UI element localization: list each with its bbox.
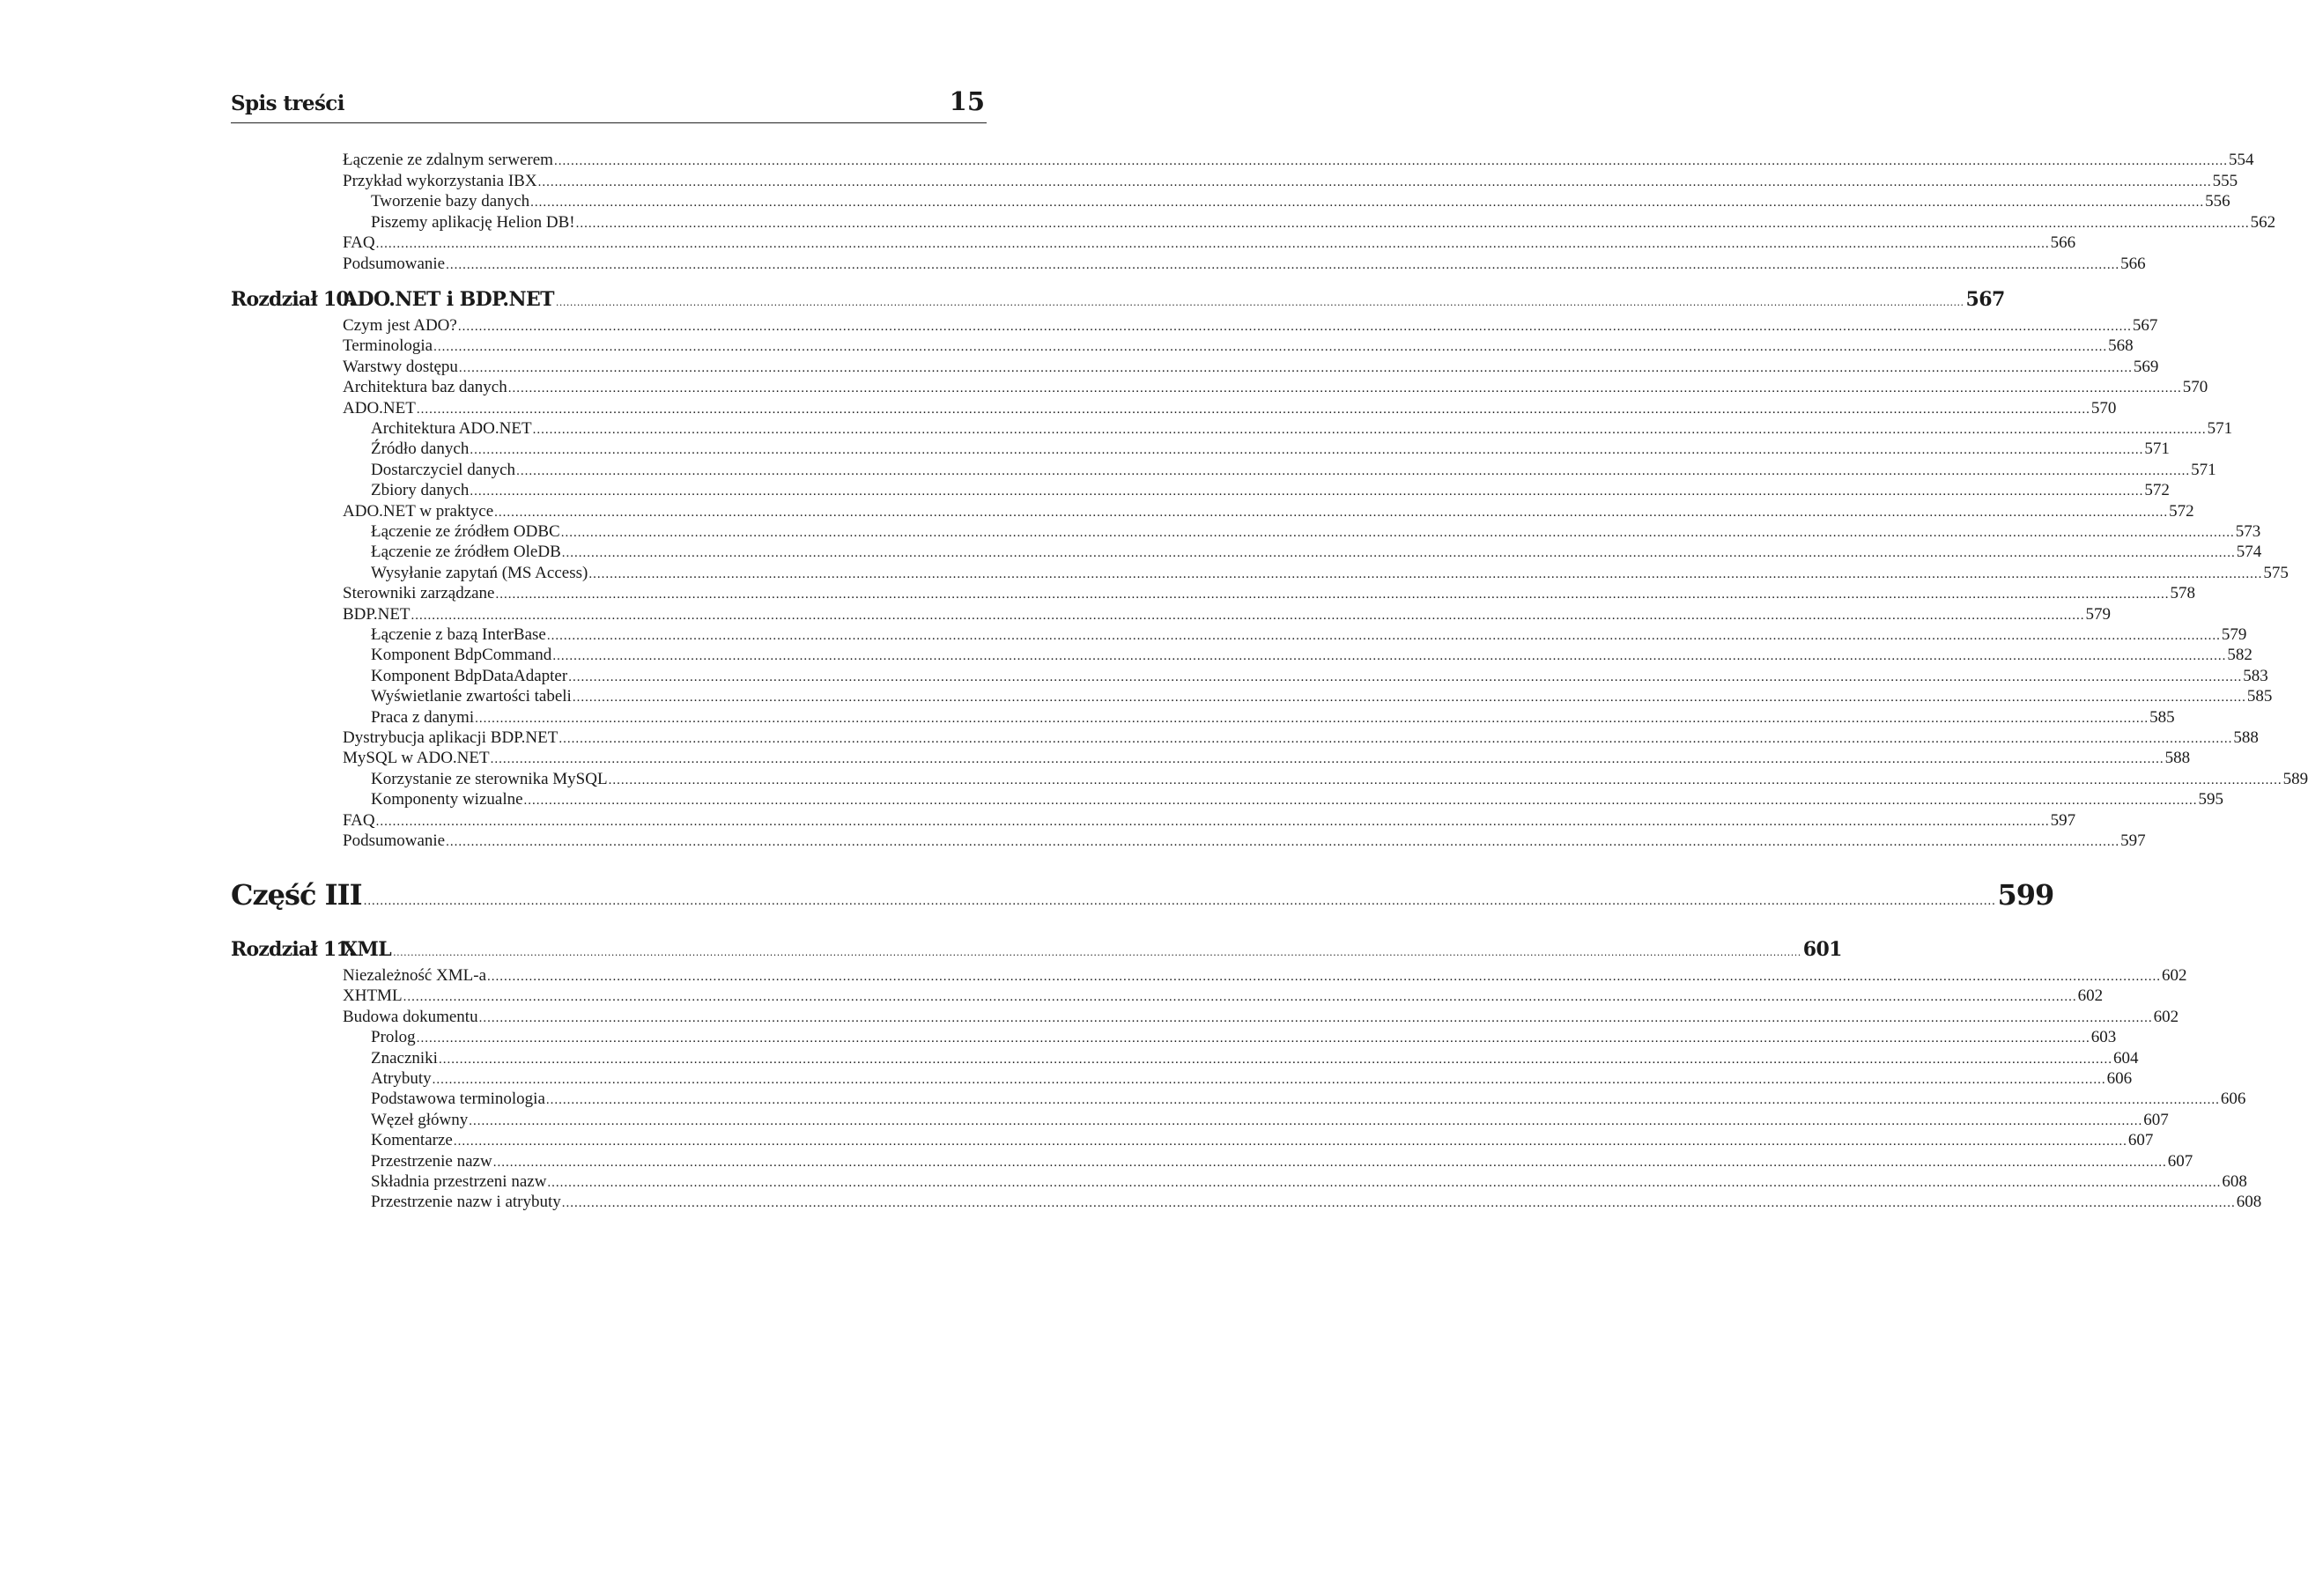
toc-entry-page: 579 <box>2085 604 2112 624</box>
chapter-10-entry <box>343 288 2005 314</box>
leader-dots: ................................................................................................................................................................................................................................................................................................................................................................................................................ <box>375 237 2050 251</box>
part-3-page: 599 <box>1997 878 2054 912</box>
leader-dots: ................................................................................................................................................................................................................................................................................................................................................................................................................ <box>530 196 2205 210</box>
toc-entry <box>371 563 2289 583</box>
part-3-entry <box>231 877 2054 920</box>
leader-dots: ................................................................................................................................................................................................................................................................................................................................................................................................................ <box>561 1196 2236 1211</box>
toc-entry-page: 567 <box>2132 316 2158 335</box>
toc-entry <box>343 315 2158 336</box>
toc-entry <box>371 1068 2133 1089</box>
toc-entry <box>343 831 2146 851</box>
leader-dots: ................................................................................................................................................................................................................................................................................................................................................................................................................ <box>469 1113 2143 1128</box>
toc-entry-page: 604 <box>2112 1048 2139 1068</box>
leader-dots: ................................................................................................................................................................................................................................................................................................................................................................................................................ <box>494 505 2169 520</box>
toc-entry <box>371 666 2268 686</box>
toc-entry-label: Komentarze <box>371 1131 453 1150</box>
toc-entry-label: FAQ <box>343 810 375 830</box>
toc-entry-label: BDP.NET <box>343 604 411 624</box>
toc-entry-page: 572 <box>2169 501 2194 521</box>
toc-entry <box>343 810 2076 831</box>
toc-entry <box>371 480 2170 500</box>
toc-entry-page: 571 <box>2144 440 2170 459</box>
toc-entry <box>371 542 2262 562</box>
toc-entry <box>371 1027 2117 1047</box>
toc-entry <box>371 686 2273 706</box>
toc-entry-label: Terminologia <box>343 336 433 356</box>
toc-entry <box>343 604 2112 624</box>
leader-dots: ................................................................................................................................................................................................................................................................................................................................................................................................................ <box>572 691 2246 706</box>
toc-entry <box>371 1151 2193 1171</box>
toc-entry-label: FAQ <box>343 233 375 252</box>
toc-entry-label: Architektura ADO.NET <box>371 419 532 438</box>
leader-dots: ................................................................................................................................................................................................................................................................................................................................................................................................................ <box>588 566 2263 581</box>
toc-entry-label: MySQL w ADO.NET <box>343 749 490 768</box>
toc-entry <box>371 191 2230 211</box>
toc-entry-label: Architektura baz danych <box>343 378 507 397</box>
toc-entry-label: Komponent BdpDataAdapter <box>371 666 568 685</box>
toc-entry-page: 607 <box>2127 1131 2154 1150</box>
leader-dots: ................................................................................................................................................................................................................................................................................................................................................................................................................ <box>411 608 2085 623</box>
chapter-10-page: 567 <box>1965 288 2005 311</box>
toc-entry-page: 562 <box>2250 212 2276 232</box>
toc-entry-label: Korzystanie ze sterownika MySQL <box>371 769 608 788</box>
toc-entry <box>371 1171 2247 1192</box>
toc-entry-page: 556 <box>2205 192 2230 211</box>
toc-entry <box>371 521 2261 542</box>
toc-entry-page: 570 <box>2090 398 2117 417</box>
leader-dots: ................................................................................................................................................................................................................................................................................................................................................................................................................ <box>507 381 2182 396</box>
toc-entry-page: 555 <box>2212 171 2238 190</box>
toc-entry <box>371 418 2233 439</box>
running-head-page-number: 15 <box>949 86 985 116</box>
toc-entry <box>343 1007 2179 1027</box>
toc-entry-label: Przestrzenie nazw <box>371 1151 492 1171</box>
toc-entry-page: 573 <box>2235 522 2261 541</box>
toc-entry-label: Łączenie z bazą InterBase <box>371 625 546 644</box>
leader-dots: ................................................................................................................................................................................................................................................................................................................................................................................................................ <box>375 814 2050 829</box>
toc-entry <box>343 336 2134 356</box>
toc-entry-page: 595 <box>2198 790 2224 809</box>
toc-entry-page: 585 <box>2246 687 2273 706</box>
toc-entry-page: 602 <box>2077 986 2104 1006</box>
toc-entry-label: Podsumowanie <box>343 254 446 273</box>
toc-entry-page: 575 <box>2263 563 2289 582</box>
toc-entry-label: Dostarczyciel danych <box>371 460 516 479</box>
leader-dots: ................................................................................................................................................................................................................................................................................................................................................................................................................ <box>403 990 2077 1005</box>
toc-entry-page: 607 <box>2167 1151 2193 1171</box>
toc-entry <box>343 501 2194 521</box>
leader-dots: ................................................................................................................................................................................................................................................................................................................................................................................................................ <box>492 1155 2167 1170</box>
toc-entry-label: Komponent BdpCommand <box>371 646 552 665</box>
toc-entry-page: 585 <box>2149 707 2175 727</box>
toc-entry-label: Warstwy dostępu <box>343 357 458 376</box>
leader-dots: ................................................................................................................................................................................................................................................................................................................................................................................................................ <box>446 835 2120 849</box>
leader-dots: ................................................................................................................................................................................................................................................................................................................................................................................................................ <box>575 216 2250 231</box>
toc-entry-label: Podsumowanie <box>343 831 446 850</box>
toc-entry <box>343 150 2254 170</box>
leader-dots: ................................................................................................................................................................................................................................................................................................................................................................................................................ <box>432 1073 2106 1087</box>
toc-entry-label: Piszemy aplikację Helion DB! <box>371 212 575 232</box>
toc-entry-page: 574 <box>2236 543 2262 562</box>
toc-entry <box>343 728 2259 748</box>
toc-entry-label: Łączenie ze źródłem ODBC <box>371 522 560 541</box>
leader-dots: ................................................................................................................................................................................................................................................................................................................................................................................................................ <box>608 772 2282 787</box>
toc-entry <box>343 377 2208 397</box>
toc-entry-label: ADO.NET <box>343 398 416 417</box>
leader-dots: ................................................................................................................................................................................................................................................................................................................................................................................................................ <box>393 947 1801 958</box>
toc-entry <box>371 1192 2262 1212</box>
toc-entry-label: Wyświetlanie zwartości tabeli <box>371 687 572 706</box>
toc-entry <box>343 965 2187 986</box>
toc-entry <box>371 707 2175 728</box>
toc-entry-page: 570 <box>2182 378 2208 397</box>
toc-entry <box>343 233 2076 253</box>
toc-entry-label: XHTML <box>343 986 403 1006</box>
toc-entry-label: Dystrybucja aplikacji BDP.NET <box>343 728 559 747</box>
toc-entry-label: Podstawowa terminologia <box>371 1090 545 1109</box>
leader-dots: ................................................................................................................................................................................................................................................................................................................................................................................................................ <box>433 340 2108 355</box>
toc-entry <box>343 748 2191 768</box>
toc-entry-page: 607 <box>2143 1110 2169 1129</box>
toc-entry-label: Czym jest ADO? <box>343 316 457 335</box>
toc-entry-label: Atrybuty <box>371 1069 432 1088</box>
header-divider <box>231 122 987 123</box>
toc-entry <box>371 1110 2169 1130</box>
toc-entry-page: 606 <box>2106 1069 2133 1088</box>
leader-dots: ................................................................................................................................................................................................................................................................................................................................................................................................................ <box>458 360 2133 375</box>
chapter-11-page: 601 <box>1802 938 1842 961</box>
toc-entry <box>343 171 2238 191</box>
toc-entry-label: Łączenie ze zdalnym serwerem <box>343 151 553 169</box>
toc-entry-label: Źródło danych <box>371 440 470 459</box>
leader-dots: ................................................................................................................................................................................................................................................................................................................................................................................................................ <box>559 732 2233 746</box>
leader-dots: ................................................................................................................................................................................................................................................................................................................................................................................................................ <box>561 546 2236 561</box>
leader-dots: ................................................................................................................................................................................................................................................................................................................................................................................................................ <box>470 443 2144 458</box>
chapter-10-title: ADO.NET i BDP.NET <box>343 288 554 311</box>
toc-entry <box>371 1089 2246 1109</box>
toc-entry-page: 597 <box>2050 810 2076 830</box>
toc-entry <box>371 769 2308 789</box>
leader-dots: ................................................................................................................................................................................................................................................................................................................................................................................................................ <box>516 463 2191 478</box>
running-head-title: Spis treści <box>231 92 344 115</box>
toc-entry-page: 589 <box>2282 769 2308 788</box>
leader-dots: ................................................................................................................................................................................................................................................................................................................................................................................................................ <box>457 320 2132 334</box>
toc-entry-page: 554 <box>2228 151 2254 169</box>
leader-dots: ................................................................................................................................................................................................................................................................................................................................................................................................................ <box>438 1052 2112 1067</box>
toc-entry-page: 566 <box>2050 233 2076 252</box>
toc-entry-page: 602 <box>2153 1007 2179 1026</box>
toc-entry-label: Znaczniki <box>371 1048 438 1068</box>
toc-entry-page: 578 <box>2170 584 2195 603</box>
leader-dots: ................................................................................................................................................................................................................................................................................................................................................................................................................ <box>553 154 2228 168</box>
leader-dots: ................................................................................................................................................................................................................................................................................................................................................................................................................ <box>555 297 1964 308</box>
toc-entry-page: 571 <box>2191 460 2216 479</box>
toc-entry-page: 602 <box>2162 966 2187 985</box>
toc-entry-page: 588 <box>2233 728 2259 747</box>
toc-entry-label: Prolog <box>371 1028 416 1047</box>
toc-entry-label: Tworzenie bazy danych <box>371 192 530 211</box>
toc-entry-label: Składnia przestrzeni nazw <box>371 1172 547 1191</box>
toc-entry <box>371 1048 2139 1068</box>
toc-entry <box>371 645 2253 665</box>
leader-dots: ................................................................................................................................................................................................................................................................................................................................................................................................................ <box>495 587 2170 602</box>
toc-entry-label: Niezależność XML-a <box>343 966 487 985</box>
toc-entry-page: 597 <box>2120 831 2146 850</box>
toc-entry <box>343 254 2146 274</box>
leader-dots: ................................................................................................................................................................................................................................................................................................................................................................................................................ <box>446 257 2120 272</box>
toc-entry-label: Łączenie ze źródłem OleDB <box>371 543 561 562</box>
toc-entry <box>343 357 2159 377</box>
chapter-10-label: Rozdział 10. <box>231 288 355 311</box>
toc-entry <box>343 583 2195 603</box>
leader-dots: ................................................................................................................................................................................................................................................................................................................................................................................................................ <box>475 711 2149 726</box>
toc-entry-page: 571 <box>2207 419 2233 438</box>
toc-entry <box>371 460 2216 480</box>
toc-entry <box>343 398 2117 418</box>
leader-dots: ................................................................................................................................................................................................................................................................................................................................................................................................................ <box>363 895 1996 908</box>
toc-entry-page: 566 <box>2120 254 2146 273</box>
toc-entry <box>371 789 2224 809</box>
leader-dots: ................................................................................................................................................................................................................................................................................................................................................................................................................ <box>487 970 2162 984</box>
toc-entry <box>371 624 2247 645</box>
leader-dots: ................................................................................................................................................................................................................................................................................................................................................................................................................ <box>537 174 2212 189</box>
leader-dots: ................................................................................................................................................................................................................................................................................................................................................................................................................ <box>490 752 2164 767</box>
toc-entry-page: 608 <box>2222 1172 2247 1191</box>
leader-dots: ................................................................................................................................................................................................................................................................................................................................................................................................................ <box>416 402 2090 417</box>
toc-entry-label: Wysyłanie zapytań (MS Access) <box>371 563 588 582</box>
toc-entry-page: 572 <box>2144 481 2170 500</box>
toc-entry-label: Sterowniki zarządzane <box>343 584 495 603</box>
leader-dots: ................................................................................................................................................................................................................................................................................................................................................................................................................ <box>453 1134 2127 1149</box>
toc-entry <box>371 212 2276 233</box>
toc-entry-page: 568 <box>2108 336 2134 356</box>
chapter-11-entry <box>343 938 1842 964</box>
leader-dots: ................................................................................................................................................................................................................................................................................................................................................................................................................ <box>523 794 2198 809</box>
toc-entry-page: 569 <box>2133 357 2159 376</box>
leader-dots: ................................................................................................................................................................................................................................................................................................................................................................................................................ <box>568 669 2243 684</box>
leader-dots: ................................................................................................................................................................................................................................................................................................................................................................................................................ <box>546 629 2221 643</box>
toc-entry <box>343 986 2104 1006</box>
leader-dots: ................................................................................................................................................................................................................................................................................................................................................................................................................ <box>560 526 2235 540</box>
toc-entry-page: 579 <box>2221 625 2247 644</box>
toc-entry-label: Praca z danymi <box>371 707 475 727</box>
chapter-11-label: Rozdział 11. <box>231 938 355 961</box>
toc-entry-label: Przestrzenie nazw i atrybuty <box>371 1193 561 1212</box>
toc-entry-page: 606 <box>2220 1090 2246 1109</box>
toc-entry-label: ADO.NET w praktyce <box>343 501 494 521</box>
leader-dots: ................................................................................................................................................................................................................................................................................................................................................................................................................ <box>552 649 2227 664</box>
toc-entry-page: 583 <box>2243 666 2268 685</box>
leader-dots: ................................................................................................................................................................................................................................................................................................................................................................................................................ <box>532 423 2207 437</box>
toc-entry-page: 588 <box>2164 749 2191 768</box>
leader-dots: ................................................................................................................................................................................................................................................................................................................................................................................................................ <box>470 484 2144 499</box>
toc-entry-label: Zbiory danych <box>371 481 470 500</box>
leader-dots: ................................................................................................................................................................................................................................................................................................................................................................................................................ <box>416 1031 2090 1046</box>
chapter-11-title: XML <box>343 938 392 961</box>
toc-entry <box>371 439 2170 459</box>
toc-entry-page: 582 <box>2227 646 2253 665</box>
toc-entry <box>371 1130 2154 1150</box>
leader-dots: ................................................................................................................................................................................................................................................................................................................................................................................................................ <box>545 1093 2220 1108</box>
toc-entry-label: Węzeł główny <box>371 1110 469 1129</box>
toc-entry-page: 603 <box>2090 1028 2117 1047</box>
toc-entry-label: Przykład wykorzystania IBX <box>343 171 537 190</box>
toc-entry-label: Komponenty wizualne <box>371 790 523 809</box>
part-3-title: Część III <box>231 878 362 912</box>
leader-dots: ................................................................................................................................................................................................................................................................................................................................................................................................................ <box>547 1176 2222 1190</box>
toc-entry-label: Budowa dokumentu <box>343 1007 478 1026</box>
leader-dots: ................................................................................................................................................................................................................................................................................................................................................................................................................ <box>478 1010 2153 1025</box>
toc-entry-page: 608 <box>2236 1193 2262 1212</box>
